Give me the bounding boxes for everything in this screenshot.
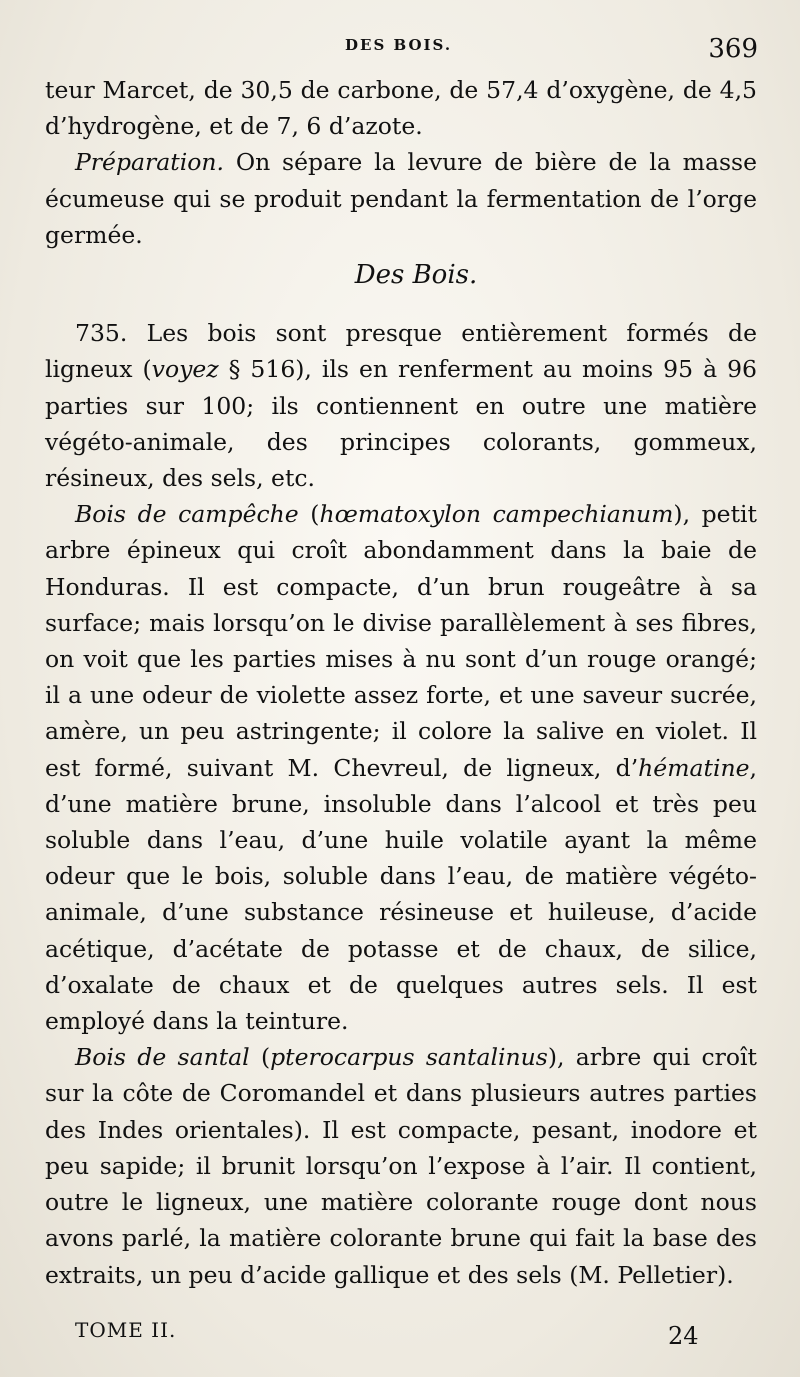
entry-label: Bois de santal — [75, 1043, 250, 1072]
paragraph-analysis — [45, 72, 757, 144]
paragraph-text: § 516), ils en renferment au moins 95 à 96 parties sur 100; ils contiennent en outre une matière végéto-animale, des principes colorants, gommeux, résineux, des sels, etc. — [45, 355, 757, 493]
hematine-term: hématine — [638, 753, 750, 782]
page-header — [0, 34, 800, 64]
tome-label: TOME II. — [75, 1318, 177, 1342]
paragraph-text: ), petit arbre épineux qui croît abondamment dans la baie de Honduras. Il est compacte, d’un brun rougeâtre à sa surface; mais lorsqu’on le divise parallèlement à ses fibres, on voit que les parties mises à nu sont d’un rouge orangé; il a une odeur de violette assez forte, et une saveur sucrée, amère, un peu astringente; il colore la salive en violet. Il est formé, suivant M. Chevreul, de ligneux, d’ — [45, 500, 757, 782]
section-title: Des Bois. — [354, 260, 478, 291]
paragraph-735 — [45, 315, 757, 496]
paragraph-preparation — [45, 144, 757, 253]
page-footer — [0, 1312, 800, 1362]
paragraph-bois-de-santal — [45, 1039, 757, 1292]
paragraph-text: , d’une matière brune, insoluble dans l’alcool et très peu soluble dans l’eau, d’une huile volatile ayant la même odeur que le bois, soluble dans l’eau, de matière végéto-animale, d’une substance résineuse et huileuse, d’acide acétique, d’acétate de potasse et de chaux, de silice, d’oxalate de chaux et de quelques autres sels. Il est employé dans la teinture. — [45, 753, 757, 1036]
running-head: DES BOIS. — [345, 36, 453, 54]
paragraph-text: ), arbre qui croît sur la côte de Coromandel et dans plusieurs autres parties des Indes orientales). Il est compacte, pesant, inodore et peu sapide; il brunit lorsqu’on l’expose à l’air. Il contient, outre le ligneux, une matière colorante rouge dont nous avons parlé, la matière colorante brune qui fait la base des extraits, un peu d’acide gallique et des sels (M. Pelletier). — [45, 1043, 757, 1289]
voyez-text: voyez — [151, 355, 219, 384]
paragraph-text: 735. Les bois sont presque entièrement formés de ligneux ( — [45, 319, 757, 384]
paragraph-bois-de-campeche — [45, 496, 757, 1039]
page-number: 369 — [708, 34, 758, 64]
signature-mark: 24 — [668, 1322, 699, 1350]
latin-name: hœmatoxylon campechianum — [319, 500, 674, 529]
latin-name: pterocarpus santalinus — [270, 1043, 548, 1072]
paragraph-text: ( — [298, 500, 320, 529]
preparation-label: Préparation. — [75, 148, 224, 177]
entry-label: Bois de campêche — [75, 500, 299, 529]
paragraph-text: teur Marcet, de 30,5 de carbone, de 57,4 d’oxygène, de 4,5 d’hydrogène, et de 7, 6 d’azote. — [45, 76, 757, 141]
paragraph-text: ( — [249, 1043, 271, 1072]
paragraph-text: On sépare la levure de bière de la masse écumeuse qui se produit pendant la fermentation de l’orge germée. — [45, 148, 757, 249]
body-text — [45, 72, 757, 1293]
